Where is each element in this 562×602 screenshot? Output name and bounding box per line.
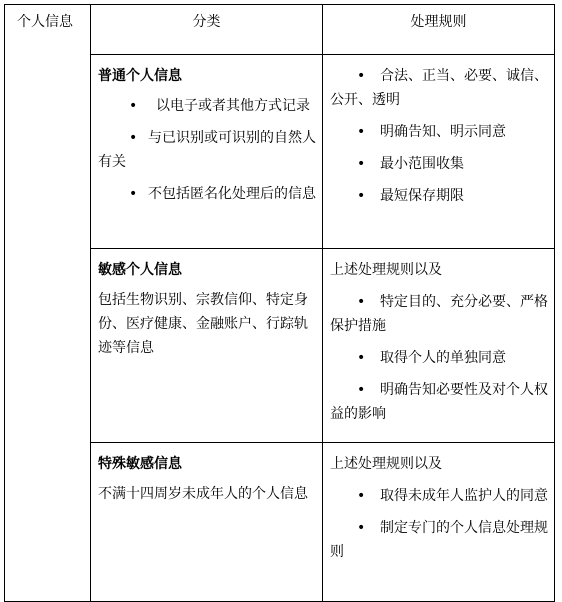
header-category-label: 分类	[192, 14, 221, 30]
personal-info-table	[4, 4, 555, 602]
category-cell-sensitive	[91, 249, 323, 443]
header-rules	[323, 5, 555, 55]
bullet-icon: •	[357, 488, 366, 504]
list-item: • 以电子或者其他方式记录	[98, 94, 316, 118]
list-item: • 取得个人的单独同意	[330, 346, 548, 370]
rules-cell-sensitive	[323, 249, 555, 443]
bullet-icon: •	[357, 520, 366, 536]
document-wrapper	[4, 4, 554, 597]
list-item: • 与已识别或可识别的自然人有关	[98, 126, 316, 174]
category-title-special: 特殊敏感信息	[98, 456, 182, 472]
category-text-sensitive: 包括生物识别、宗教信仰、特定身份、医疗健康、金融账户、行踪轨迹等信息	[98, 292, 308, 356]
bullet-icon: •	[357, 382, 366, 398]
rules-intro-special: 上述处理规则以及	[330, 456, 442, 472]
category-cell-special	[91, 443, 323, 602]
category-list-basic	[98, 94, 316, 206]
rules-cell-basic	[323, 55, 555, 249]
header-rules-label: 处理规则	[410, 14, 467, 30]
category-text-special: 不满十四周岁未成年人的个人信息	[98, 486, 308, 502]
bullet-icon: •	[129, 186, 138, 202]
list-item: • 合法、正当、必要、诚信、公开、透明	[330, 64, 548, 112]
rules-intro-sensitive: 上述处理规则以及	[330, 262, 442, 278]
rules-list-sensitive	[330, 290, 548, 426]
bullet-icon: •	[357, 156, 366, 172]
rules-list-special	[330, 484, 548, 564]
rules-list-basic	[330, 64, 548, 208]
list-item: • 取得未成年人监护人的同意	[330, 484, 548, 508]
category-title-sensitive: 敏感个人信息	[98, 262, 182, 278]
header-category	[91, 5, 323, 55]
list-item: • 最小范围收集	[330, 152, 548, 176]
category-cell-basic	[91, 55, 323, 249]
list-item: • 制定专门的个人信息处理规则	[330, 516, 548, 564]
table-header-row	[5, 5, 555, 55]
bullet-icon: •	[357, 294, 366, 310]
bullet-icon: •	[129, 130, 138, 146]
rules-cell-special	[323, 443, 555, 602]
bullet-icon: •	[357, 188, 366, 204]
list-item: • 特定目的、充分必要、严格保护措施	[330, 290, 548, 338]
list-item: • 明确告知必要性及对个人权益的影响	[330, 378, 548, 426]
bullet-icon: •	[357, 68, 366, 84]
list-item: • 最短保存期限	[330, 184, 548, 208]
category-title-basic: 普通个人信息	[98, 68, 182, 84]
bullet-icon: •	[357, 350, 366, 366]
row-header-cell	[5, 5, 91, 602]
bullet-icon: •	[129, 98, 138, 114]
list-item: • 不包括匿名化处理后的信息	[98, 182, 316, 206]
row-header-label: 个人信息	[17, 14, 73, 30]
list-item: • 明确告知、明示同意	[330, 120, 548, 144]
bullet-icon: •	[357, 124, 366, 140]
